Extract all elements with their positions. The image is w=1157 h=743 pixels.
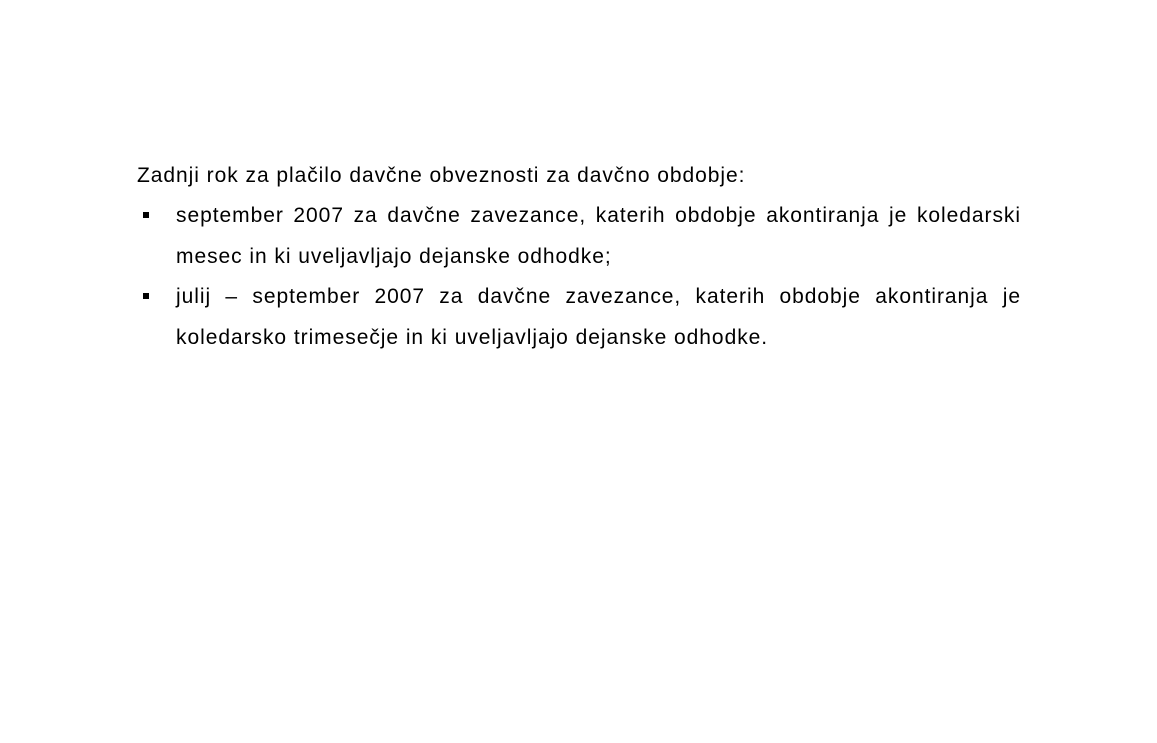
bullet-line: julij – september 2007 za davčne zavezance, katerih obdobje akontiranja je [176,285,1021,309]
bullet-marker-cell [137,196,176,277]
bullet-text [176,196,1021,277]
bullet-line: mesec in ki uveljavljajo dejanske odhodke; [176,244,612,268]
bullet-square-icon [143,212,149,218]
bullet-item [137,277,1021,358]
bullet-square-icon [143,293,149,299]
bullet-line: koledarsko trimesečje in ki uveljavljajo dejanske odhodke. [176,325,769,349]
bullet-line: september 2007 za davčne zavezance, katerih obdobje akontiranja je koledarski [176,204,1021,228]
intro-paragraph: Zadnji rok za plačilo davčne obveznosti za davčno obdobje: [137,164,746,187]
text-block [137,156,1021,358]
bullet-item [137,196,1021,277]
bullet-text [176,277,1021,358]
bullet-marker-cell [137,277,176,358]
